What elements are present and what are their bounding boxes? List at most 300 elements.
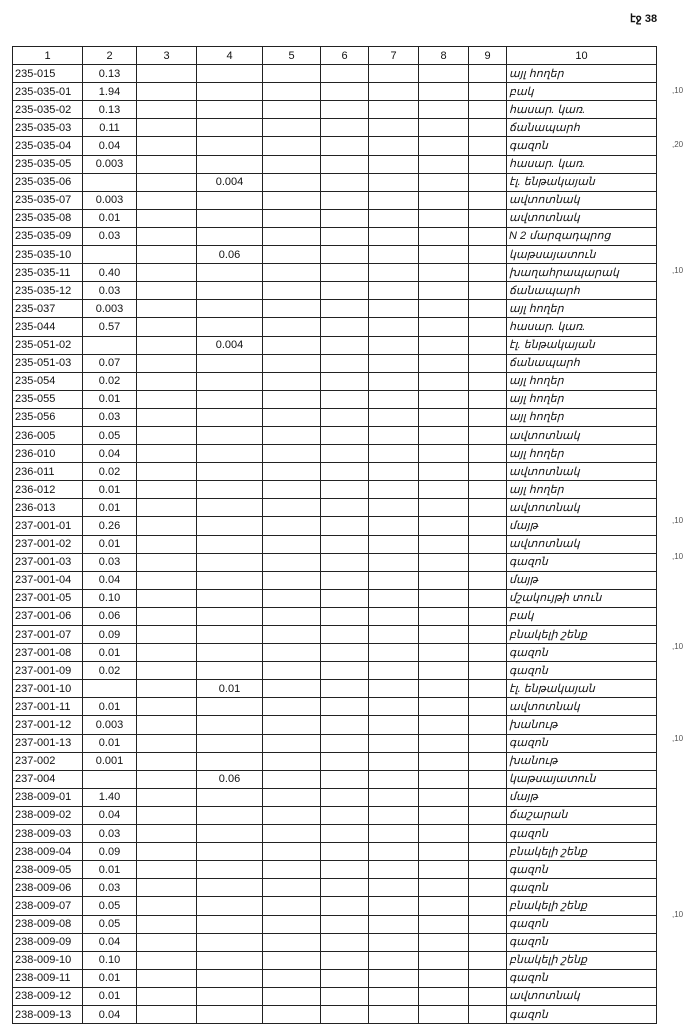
- cell-col-4: [197, 734, 263, 752]
- cell-col-9: [469, 264, 507, 282]
- cell-col-5: [263, 155, 321, 173]
- cell-col-3: [137, 209, 197, 227]
- cell-col-9: [469, 589, 507, 607]
- cell-col-7: [369, 408, 419, 426]
- cell-col-2: 0.01: [83, 987, 137, 1005]
- cell-col-5: [263, 680, 321, 698]
- cell-col-10: բնակելի շենք: [507, 626, 657, 644]
- cell-col-4: [197, 426, 263, 444]
- cell-col-4: [197, 390, 263, 408]
- cell-col-8: [419, 499, 469, 517]
- cell-col-7: [369, 897, 419, 915]
- cell-col-9: [469, 517, 507, 535]
- cell-col-7: [369, 770, 419, 788]
- cell-col-5: [263, 137, 321, 155]
- cell-col-4: [197, 969, 263, 987]
- cell-col-7: [369, 861, 419, 879]
- table-row: [13, 843, 657, 861]
- cell-col-1: 235-035-03: [13, 119, 83, 137]
- cell-col-6: [321, 300, 369, 318]
- cell-col-10: գազոն: [507, 933, 657, 951]
- cell-col-5: [263, 445, 321, 463]
- cell-col-1: 238-009-08: [13, 915, 83, 933]
- cell-col-2: 0.03: [83, 553, 137, 571]
- cell-col-3: [137, 662, 197, 680]
- table-row: [13, 445, 657, 463]
- cell-col-6: [321, 155, 369, 173]
- cell-col-5: [263, 770, 321, 788]
- cell-col-8: [419, 119, 469, 137]
- cell-col-3: [137, 951, 197, 969]
- cell-col-10: մայթ: [507, 788, 657, 806]
- cell-col-5: [263, 969, 321, 987]
- col-header-7: 7: [369, 47, 419, 65]
- cell-col-9: [469, 861, 507, 879]
- cell-col-4: 0.06: [197, 246, 263, 264]
- cell-col-1: 236-005: [13, 426, 83, 444]
- margin-mark: ,10: [672, 266, 684, 275]
- table-row: [13, 825, 657, 843]
- cell-col-5: [263, 915, 321, 933]
- cell-col-10: այլ հողեր: [507, 408, 657, 426]
- cell-col-2: 0.10: [83, 951, 137, 969]
- cell-col-3: [137, 481, 197, 499]
- cell-col-1: 235-051-02: [13, 336, 83, 354]
- cell-col-7: [369, 680, 419, 698]
- cell-col-8: [419, 517, 469, 535]
- cell-col-1: 238-009-07: [13, 897, 83, 915]
- cell-col-4: 0.004: [197, 173, 263, 191]
- cell-col-3: [137, 734, 197, 752]
- margin-mark: ,20: [672, 140, 684, 149]
- cell-col-10: ավտոտնակ: [507, 499, 657, 517]
- cell-col-1: 237-001-06: [13, 607, 83, 625]
- cell-col-10: գազոն: [507, 1005, 657, 1023]
- table-row: [13, 83, 657, 101]
- table-row: [13, 806, 657, 824]
- cell-col-8: [419, 390, 469, 408]
- cell-col-8: [419, 209, 469, 227]
- cell-col-4: [197, 318, 263, 336]
- cell-col-9: [469, 191, 507, 209]
- cell-col-5: [263, 390, 321, 408]
- col-header-8: 8: [419, 47, 469, 65]
- cell-col-8: [419, 897, 469, 915]
- cell-col-4: [197, 716, 263, 734]
- cell-col-7: [369, 607, 419, 625]
- cell-col-2: [83, 680, 137, 698]
- table-row: [13, 354, 657, 372]
- cell-col-1: 237-001-10: [13, 680, 83, 698]
- cell-col-9: [469, 227, 507, 245]
- cell-col-6: [321, 119, 369, 137]
- cell-col-3: [137, 372, 197, 390]
- cell-col-8: [419, 535, 469, 553]
- cell-col-2: 0.01: [83, 734, 137, 752]
- cell-col-5: [263, 752, 321, 770]
- cell-col-2: 0.09: [83, 626, 137, 644]
- table-row: [13, 535, 657, 553]
- cell-col-2: 0.04: [83, 933, 137, 951]
- cell-col-2: 0.40: [83, 264, 137, 282]
- cell-col-5: [263, 354, 321, 372]
- cell-col-7: [369, 65, 419, 83]
- cell-col-7: [369, 535, 419, 553]
- cell-col-9: [469, 499, 507, 517]
- table-row: [13, 716, 657, 734]
- table-row: [13, 571, 657, 589]
- cell-col-10: կաթսայատուն: [507, 246, 657, 264]
- cell-col-1: 238-009-03: [13, 825, 83, 843]
- cell-col-1: 238-009-09: [13, 933, 83, 951]
- cell-col-6: [321, 318, 369, 336]
- cell-col-7: [369, 843, 419, 861]
- cell-col-1: 236-010: [13, 445, 83, 463]
- table-row: [13, 137, 657, 155]
- cell-col-4: [197, 209, 263, 227]
- cell-col-4: 0.06: [197, 770, 263, 788]
- cell-col-2: 0.57: [83, 318, 137, 336]
- cell-col-6: [321, 408, 369, 426]
- table-row: [13, 300, 657, 318]
- cell-col-2: 0.03: [83, 227, 137, 245]
- cell-col-1: 235-035-02: [13, 101, 83, 119]
- cell-col-10: բնակելի շենք: [507, 897, 657, 915]
- cell-col-7: [369, 445, 419, 463]
- cell-col-3: [137, 318, 197, 336]
- cell-col-9: [469, 336, 507, 354]
- table-row: [13, 372, 657, 390]
- cell-col-4: [197, 499, 263, 517]
- table-row: [13, 227, 657, 245]
- table-row: [13, 897, 657, 915]
- cell-col-8: [419, 987, 469, 1005]
- cell-col-8: [419, 626, 469, 644]
- cell-col-2: 0.02: [83, 463, 137, 481]
- cell-col-1: 238-009-02: [13, 806, 83, 824]
- cell-col-9: [469, 282, 507, 300]
- cell-col-1: 236-013: [13, 499, 83, 517]
- cell-col-8: [419, 951, 469, 969]
- cell-col-10: խաղահրապարակ: [507, 264, 657, 282]
- cell-col-3: [137, 408, 197, 426]
- cell-col-1: 237-004: [13, 770, 83, 788]
- cell-col-8: [419, 173, 469, 191]
- cell-col-8: [419, 843, 469, 861]
- cell-col-8: [419, 752, 469, 770]
- cell-col-8: [419, 915, 469, 933]
- cell-col-5: [263, 481, 321, 499]
- cell-col-3: [137, 137, 197, 155]
- cell-col-8: [419, 553, 469, 571]
- cell-col-1: 235-035-11: [13, 264, 83, 282]
- cell-col-7: [369, 137, 419, 155]
- cell-col-7: [369, 300, 419, 318]
- cell-col-9: [469, 734, 507, 752]
- cell-col-4: [197, 806, 263, 824]
- cell-col-5: [263, 897, 321, 915]
- table-row: [13, 481, 657, 499]
- cell-col-10: մշակույթի տուն: [507, 589, 657, 607]
- cell-col-2: 0.01: [83, 861, 137, 879]
- cell-col-3: [137, 390, 197, 408]
- cell-col-6: [321, 915, 369, 933]
- cell-col-3: [137, 155, 197, 173]
- cell-col-6: [321, 264, 369, 282]
- cell-col-2: 0.01: [83, 535, 137, 553]
- cell-col-5: [263, 734, 321, 752]
- cell-col-4: [197, 861, 263, 879]
- cell-col-6: [321, 933, 369, 951]
- cell-col-1: 238-009-06: [13, 879, 83, 897]
- cell-col-10: գազոն: [507, 861, 657, 879]
- cell-col-4: 0.01: [197, 680, 263, 698]
- cell-col-1: 235-035-01: [13, 83, 83, 101]
- cell-col-10: ավտոտնակ: [507, 698, 657, 716]
- cell-col-6: [321, 227, 369, 245]
- cell-col-1: 235-055: [13, 390, 83, 408]
- cell-col-9: [469, 445, 507, 463]
- cell-col-7: [369, 390, 419, 408]
- table-row: [13, 626, 657, 644]
- cell-col-6: [321, 246, 369, 264]
- cell-col-7: [369, 318, 419, 336]
- cell-col-10: բակ: [507, 607, 657, 625]
- cell-col-7: [369, 662, 419, 680]
- cell-col-4: [197, 282, 263, 300]
- cell-col-3: [137, 282, 197, 300]
- table-row: [13, 119, 657, 137]
- cell-col-8: [419, 463, 469, 481]
- cell-col-8: [419, 1005, 469, 1023]
- cell-col-6: [321, 861, 369, 879]
- cell-col-2: 0.13: [83, 65, 137, 83]
- cell-col-3: [137, 426, 197, 444]
- cell-col-6: [321, 951, 369, 969]
- cell-col-4: [197, 879, 263, 897]
- cell-col-8: [419, 933, 469, 951]
- cell-col-9: [469, 535, 507, 553]
- cell-col-1: 236-012: [13, 481, 83, 499]
- cell-col-9: [469, 463, 507, 481]
- table-row: [13, 662, 657, 680]
- cell-col-6: [321, 897, 369, 915]
- cell-col-10: ավտոտնակ: [507, 987, 657, 1005]
- cell-col-5: [263, 806, 321, 824]
- cell-col-4: [197, 951, 263, 969]
- cell-col-6: [321, 825, 369, 843]
- cell-col-4: [197, 354, 263, 372]
- table-row: [13, 752, 657, 770]
- cell-col-1: 235-035-04: [13, 137, 83, 155]
- cell-col-10: գազոն: [507, 662, 657, 680]
- cell-col-7: [369, 481, 419, 499]
- cell-col-7: [369, 463, 419, 481]
- cell-col-8: [419, 408, 469, 426]
- cell-col-7: [369, 101, 419, 119]
- cell-col-3: [137, 264, 197, 282]
- cell-col-8: [419, 354, 469, 372]
- cell-col-1: 238-009-12: [13, 987, 83, 1005]
- cell-col-8: [419, 825, 469, 843]
- cell-col-8: [419, 571, 469, 589]
- cell-col-3: [137, 553, 197, 571]
- cell-col-2: 0.04: [83, 571, 137, 589]
- table-row: [13, 879, 657, 897]
- cell-col-9: [469, 246, 507, 264]
- cell-col-9: [469, 879, 507, 897]
- cell-col-1: 238-009-13: [13, 1005, 83, 1023]
- table-row: [13, 282, 657, 300]
- cell-col-2: 1.94: [83, 83, 137, 101]
- cell-col-3: [137, 463, 197, 481]
- cell-col-8: [419, 65, 469, 83]
- cell-col-8: [419, 300, 469, 318]
- cell-col-10: ավտոտնակ: [507, 426, 657, 444]
- cell-col-1: 237-001-01: [13, 517, 83, 535]
- cell-col-6: [321, 589, 369, 607]
- table-row: [13, 209, 657, 227]
- cell-col-6: [321, 734, 369, 752]
- table-row: [13, 426, 657, 444]
- cell-col-2: 0.01: [83, 209, 137, 227]
- cell-col-2: [83, 336, 137, 354]
- cell-col-1: 238-009-05: [13, 861, 83, 879]
- cell-col-4: [197, 987, 263, 1005]
- cell-col-8: [419, 589, 469, 607]
- cell-col-6: [321, 137, 369, 155]
- cell-col-8: [419, 969, 469, 987]
- cell-col-5: [263, 426, 321, 444]
- cell-col-9: [469, 680, 507, 698]
- cell-col-2: 0.003: [83, 716, 137, 734]
- cell-col-7: [369, 825, 419, 843]
- cell-col-1: 237-001-03: [13, 553, 83, 571]
- cell-col-9: [469, 101, 507, 119]
- table-row: [13, 1005, 657, 1023]
- cell-col-4: [197, 553, 263, 571]
- table-row: [13, 173, 657, 191]
- cell-col-4: [197, 445, 263, 463]
- cell-col-9: [469, 788, 507, 806]
- cell-col-3: [137, 1005, 197, 1023]
- cell-col-5: [263, 1005, 321, 1023]
- cell-col-5: [263, 825, 321, 843]
- cell-col-5: [263, 209, 321, 227]
- cell-col-2: [83, 770, 137, 788]
- cell-col-6: [321, 662, 369, 680]
- cell-col-4: [197, 481, 263, 499]
- cell-col-2: 0.04: [83, 806, 137, 824]
- cell-col-3: [137, 987, 197, 1005]
- cell-col-8: [419, 282, 469, 300]
- cell-col-4: [197, 517, 263, 535]
- cell-col-10: ճանապարհ: [507, 354, 657, 372]
- cell-col-6: [321, 499, 369, 517]
- cell-col-1: 235-035-06: [13, 173, 83, 191]
- cell-col-3: [137, 65, 197, 83]
- cell-col-9: [469, 390, 507, 408]
- cell-col-7: [369, 246, 419, 264]
- cell-col-7: [369, 571, 419, 589]
- cell-col-8: [419, 83, 469, 101]
- cell-col-7: [369, 915, 419, 933]
- cell-col-10: ճաշարան: [507, 806, 657, 824]
- cell-col-9: [469, 553, 507, 571]
- table-row: [13, 408, 657, 426]
- cell-col-10: ճանապարհ: [507, 119, 657, 137]
- cell-col-10: ավտոտնակ: [507, 463, 657, 481]
- cell-col-9: [469, 951, 507, 969]
- cell-col-6: [321, 354, 369, 372]
- cell-col-9: [469, 354, 507, 372]
- cell-col-4: [197, 1005, 263, 1023]
- cell-col-3: [137, 517, 197, 535]
- cell-col-10: այլ հողեր: [507, 65, 657, 83]
- cell-col-8: [419, 191, 469, 209]
- cell-col-8: [419, 246, 469, 264]
- cell-col-8: [419, 788, 469, 806]
- cell-col-5: [263, 716, 321, 734]
- cell-col-7: [369, 644, 419, 662]
- cell-col-3: [137, 336, 197, 354]
- cell-col-9: [469, 825, 507, 843]
- cell-col-6: [321, 752, 369, 770]
- cell-col-6: [321, 806, 369, 824]
- cell-col-10: բնակելի շենք: [507, 843, 657, 861]
- cell-col-7: [369, 517, 419, 535]
- cell-col-2: 0.06: [83, 607, 137, 625]
- table-row: [13, 517, 657, 535]
- cell-col-7: [369, 788, 419, 806]
- cell-col-2: 0.003: [83, 155, 137, 173]
- cell-col-6: [321, 1005, 369, 1023]
- cell-col-7: [369, 879, 419, 897]
- cell-col-3: [137, 644, 197, 662]
- cell-col-5: [263, 246, 321, 264]
- cell-col-7: [369, 227, 419, 245]
- cell-col-8: [419, 734, 469, 752]
- cell-col-10: խանութ: [507, 716, 657, 734]
- col-header-3: 3: [137, 47, 197, 65]
- cell-col-9: [469, 770, 507, 788]
- table-row: [13, 336, 657, 354]
- cell-col-9: [469, 843, 507, 861]
- table-row: [13, 951, 657, 969]
- table-row: [13, 969, 657, 987]
- cell-col-9: [469, 1005, 507, 1023]
- cell-col-4: [197, 698, 263, 716]
- table-row: [13, 155, 657, 173]
- cell-col-5: [263, 987, 321, 1005]
- cell-col-2: [83, 173, 137, 191]
- cell-col-7: [369, 698, 419, 716]
- cell-col-1: 235-051-03: [13, 354, 83, 372]
- cell-col-8: [419, 426, 469, 444]
- cell-col-9: [469, 987, 507, 1005]
- col-header-10: 10: [507, 47, 657, 65]
- cell-col-10: գազոն: [507, 915, 657, 933]
- cell-col-9: [469, 644, 507, 662]
- cell-col-2: 0.03: [83, 879, 137, 897]
- cell-col-4: [197, 264, 263, 282]
- cell-col-7: [369, 987, 419, 1005]
- table-row: [13, 191, 657, 209]
- cell-col-10: էլ. ենթակայան: [507, 680, 657, 698]
- margin-mark: ,10: [672, 552, 684, 561]
- cell-col-6: [321, 879, 369, 897]
- cell-col-1: 235-054: [13, 372, 83, 390]
